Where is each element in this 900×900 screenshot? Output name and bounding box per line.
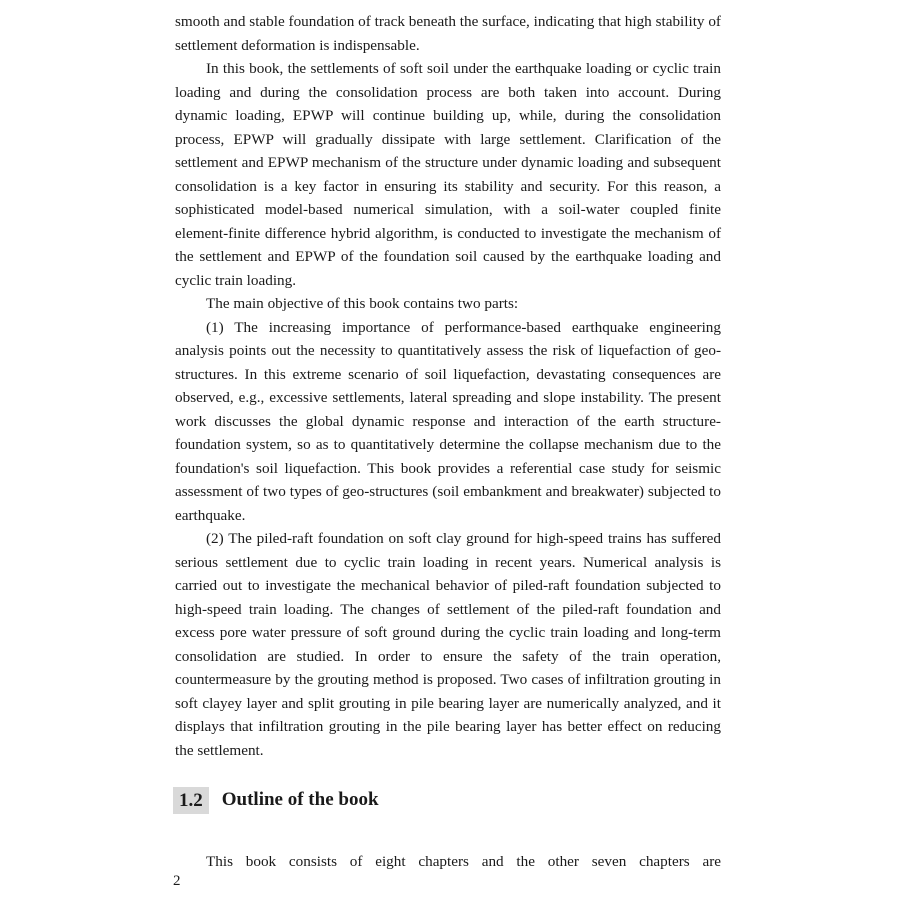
section-number: 1.2 [173,787,209,814]
paragraph-continuation: smooth and stable foundation of track beneath the surface, indicating that high stability of settlement deformation is indispensable. [175,13,721,54]
paragraph-book-scope: In this book, the settlements of soft soil under the earthquake loading or cyclic train loading and during the consolidation process are both taken into account. During dynamic loading, EPWP will continue building up, while, during the consolidation process, EPWP will gradually dissipate with large settlement. Clarification of the settlement and EPWP mechanism of the structure under dynamic loading and subsequent consolidation is a key factor in ensuring its stability and security. For this reason, a sophisticated model-based numerical simulation, with a soil-water coupled finite element-finite difference hybrid algorithm, is conducted to investigate the mechanism of the settlement and EPWP of the foundation soil caused by the earthquake loading and cyclic train loading. [175,60,721,289]
paragraph-objective-1: (1) The increasing importance of performance-based earthquake engineering analysis points out the necessity to quantitatively assess the risk of liquefaction of geo-structures. In this extreme scenario of soil liquefaction, devastating consequences are observed, e.g., excessive settlements, lateral spreading and slope instability. The present work discusses the global dynamic response and interaction of the earth structure-foundation system, so as to quantitatively determine the collapse mechanism due to the foundation's soil liquefaction. This book provides a referential case study for seismic assessment of two types of geo-structures (soil embankment and breakwater) subjected to earthquake. [175,318,721,524]
page-number: 2 [173,873,181,889]
paragraph-outline-start: This book consists of eight chapters and the other seven chapters are [206,853,721,871]
paragraph-objective-2: (2) The piled-raft foundation on soft clay ground for high-speed trains has suffered serious settlement due to cyclic train loading in recent years. Numerical analysis is carried out to investigate the mechanical behavior of piled-raft foundation subjected to high-speed train loading. The changes of settlement of the piled-raft foundation and excess pore water pressure of soft ground during the cyclic train loading and long-term consolidation are studied. In order to ensure the safety of the train operation, countermeasure by the grouting method is proposed. Two cases of infiltration grouting in soft clayey layer and split grouting in pile bearing layer are numerically analyzed, and it displays that infiltration grouting in the pile bearing layer has better effect on reducing the settlement. [175,530,721,759]
paragraph-objective-intro: The main objective of this book contains two parts: [206,295,519,312]
section-heading [173,786,379,814]
body-text [175,10,721,762]
section-title: Outline of the book [221,789,379,810]
